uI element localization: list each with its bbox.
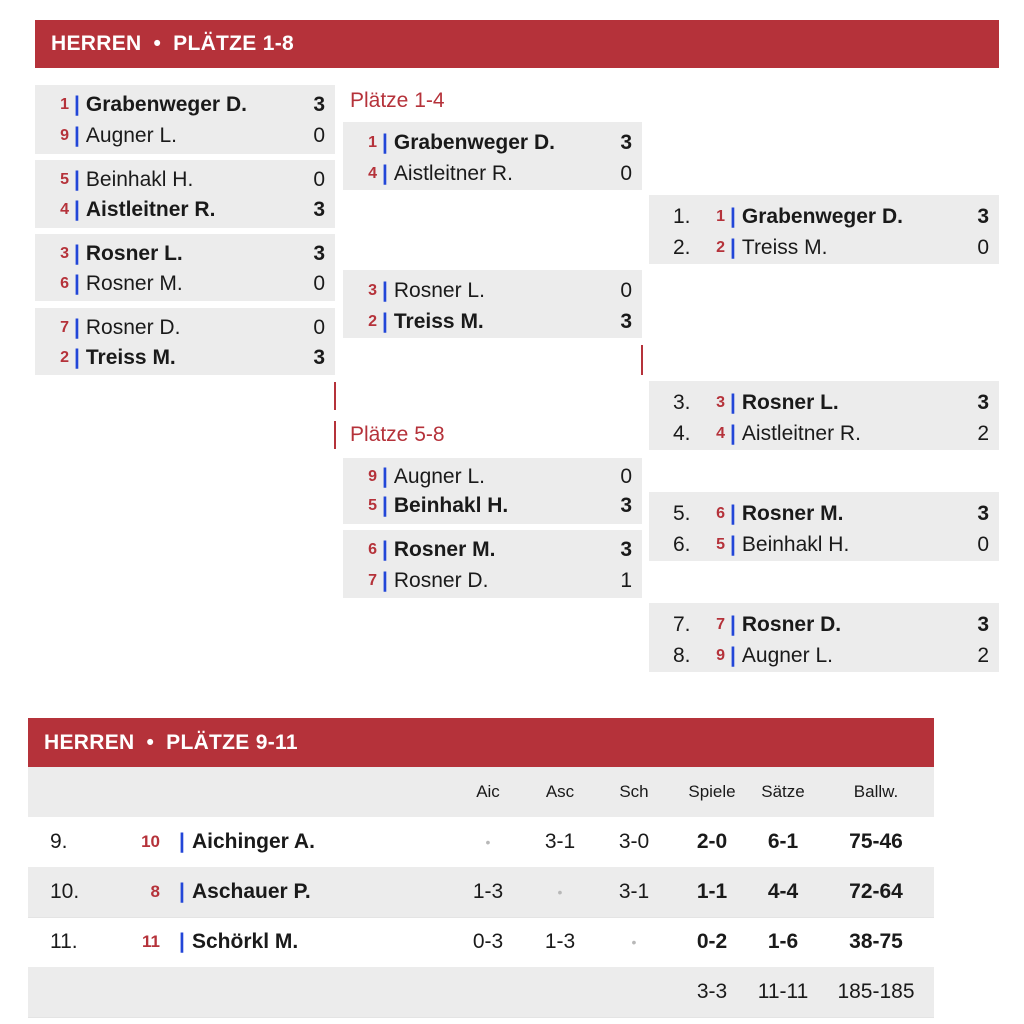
seed-separator: | xyxy=(74,168,80,191)
match-r1-1 xyxy=(35,85,335,154)
result-asc: 1-3 xyxy=(544,930,576,953)
seed-separator: | xyxy=(382,538,388,561)
col-header-aic: Aic xyxy=(476,782,500,801)
seed-separator: | xyxy=(382,131,388,154)
match-player-row xyxy=(343,127,642,159)
bracket-connector xyxy=(334,421,336,449)
col-header-asc: Asc xyxy=(545,782,575,801)
seed-separator: | xyxy=(382,465,388,488)
result-ballw: 75-46 xyxy=(849,830,903,853)
match-r1-3 xyxy=(35,234,335,301)
player-name: Beinhakl H. xyxy=(393,494,509,517)
match-sf-4 xyxy=(343,530,642,598)
seed-number: 6 xyxy=(716,505,725,522)
result-saetze: 6-1 xyxy=(767,830,799,853)
seed-number: 7 xyxy=(368,572,377,589)
place-number: 2. xyxy=(673,236,691,259)
seed-number: 3 xyxy=(60,245,69,262)
result-spiele: 2-0 xyxy=(696,830,728,853)
seed-number: 4 xyxy=(60,201,69,218)
player-score: 3 xyxy=(313,242,325,265)
match-player-row xyxy=(649,529,999,561)
seed-separator: | xyxy=(730,613,736,636)
match-player-row xyxy=(343,534,642,566)
match-player-row xyxy=(343,306,642,338)
place-number: 7. xyxy=(673,613,691,636)
col-header-spiele: Spiele xyxy=(688,782,736,801)
player-name: Grabenweger D. xyxy=(85,93,247,116)
result-sch: • xyxy=(631,934,637,950)
seed-separator: | xyxy=(382,569,388,592)
player-name: Rosner M. xyxy=(741,502,844,525)
result-asc: • xyxy=(557,884,563,900)
seed-number: 1 xyxy=(60,96,69,113)
seed-separator: | xyxy=(179,930,185,953)
seed-separator: | xyxy=(382,310,388,333)
header-separator: • xyxy=(153,32,162,55)
player-name: Treiss M. xyxy=(393,310,484,333)
player-name: Aistleitner R. xyxy=(393,162,513,185)
seed-separator: | xyxy=(74,124,80,147)
player-name: Rosner M. xyxy=(85,272,183,295)
player-score: 3 xyxy=(620,131,632,154)
header-separator: • xyxy=(146,730,155,754)
header-title-a: HERREN xyxy=(44,730,135,754)
seed-number: 6 xyxy=(368,541,377,558)
seed-number: 8 xyxy=(150,882,160,901)
seed-separator: | xyxy=(730,391,736,414)
header-title-a: HERREN xyxy=(51,32,142,55)
match-player-row xyxy=(649,418,999,450)
header-title-b: PLÄTZE 9-11 xyxy=(166,730,298,754)
seed-number: 6 xyxy=(60,275,69,292)
standings-row xyxy=(28,817,934,868)
match-r1-2 xyxy=(35,160,335,228)
label-places-5-8: Plätze 5-8 xyxy=(350,423,445,446)
match-player-row xyxy=(35,238,335,270)
total-ballw: 185-185 xyxy=(837,980,915,1003)
place-number: 6. xyxy=(673,533,691,556)
player-score: 3 xyxy=(313,93,325,116)
match-player-row xyxy=(35,120,335,152)
player-score: 3 xyxy=(977,205,989,228)
total-spiele: 3-3 xyxy=(696,980,728,1003)
match-player-row xyxy=(35,342,335,374)
player-name: Aistleitner R. xyxy=(741,422,861,445)
seed-number: 7 xyxy=(716,616,725,633)
seed-separator: | xyxy=(730,422,736,445)
player-name: Augner L. xyxy=(741,644,833,667)
match-player-row xyxy=(35,164,335,196)
seed-number: 2 xyxy=(368,313,377,330)
seed-separator: | xyxy=(179,830,185,853)
match-player-row xyxy=(343,490,642,522)
seed-number: 4 xyxy=(368,165,377,182)
player-name: Rosner L. xyxy=(741,391,839,414)
seed-number: 9 xyxy=(716,647,725,664)
match-final-5-6 xyxy=(649,492,999,561)
player-name: Aistleitner R. xyxy=(85,198,216,221)
player-score: 3 xyxy=(620,310,632,333)
bracket-connector xyxy=(334,382,336,410)
player-score: 0 xyxy=(620,465,632,488)
seed-number: 7 xyxy=(60,319,69,336)
seed-number: 10 xyxy=(141,832,160,851)
player-name: Rosner M. xyxy=(393,538,496,561)
match-player-row xyxy=(649,232,999,264)
result-asc: 3-1 xyxy=(544,830,576,853)
seed-separator: | xyxy=(730,502,736,525)
player-score: 0 xyxy=(313,124,325,147)
player-score: 0 xyxy=(620,279,632,302)
seed-number: 9 xyxy=(368,468,377,485)
match-final-1-2 xyxy=(649,195,999,264)
match-sf-3 xyxy=(343,458,642,524)
player-score: 3 xyxy=(313,346,325,369)
section-header-places-9-11 xyxy=(28,718,934,767)
place-number: 4. xyxy=(673,422,691,445)
result-spiele: 0-2 xyxy=(696,930,728,953)
place-number: 11. xyxy=(50,930,78,953)
player-score: 0 xyxy=(313,168,325,191)
player-name: Schörkl M. xyxy=(192,930,299,953)
seed-number: 5 xyxy=(60,171,69,188)
player-name: Rosner D. xyxy=(393,569,489,592)
match-player-row xyxy=(35,312,335,344)
player-name: Grabenweger D. xyxy=(741,205,903,228)
section-header-places-1-8 xyxy=(35,20,999,68)
player-name: Rosner L. xyxy=(393,279,485,302)
result-sch: 3-0 xyxy=(618,830,650,853)
result-aic: • xyxy=(485,834,491,850)
seed-number: 4 xyxy=(716,425,725,442)
seed-number: 11 xyxy=(142,932,160,951)
seed-separator: | xyxy=(74,272,80,295)
match-player-row xyxy=(35,194,335,226)
standings-totals-row xyxy=(28,967,934,1018)
seed-separator: | xyxy=(382,162,388,185)
player-name: Augner L. xyxy=(85,124,177,147)
total-saetze: 11-11 xyxy=(757,980,809,1003)
player-score: 3 xyxy=(620,538,632,561)
result-saetze: 4-4 xyxy=(767,880,799,903)
bracket-connector xyxy=(641,345,643,375)
seed-separator: | xyxy=(74,242,80,265)
seed-number: 3 xyxy=(368,282,377,299)
seed-number: 2 xyxy=(60,349,69,366)
seed-separator: | xyxy=(382,494,388,517)
seed-separator: | xyxy=(74,198,80,221)
player-score: 1 xyxy=(620,569,632,592)
player-score: 0 xyxy=(313,316,325,339)
result-sch: 3-1 xyxy=(618,880,650,903)
match-r1-4 xyxy=(35,308,335,375)
player-score: 3 xyxy=(620,494,632,517)
seed-separator: | xyxy=(179,880,185,903)
seed-separator: | xyxy=(730,236,736,259)
place-number: 1. xyxy=(673,205,691,228)
player-name: Rosner D. xyxy=(741,613,842,636)
place-number: 3. xyxy=(673,391,691,414)
player-name: Beinhakl H. xyxy=(741,533,850,556)
seed-number: 2 xyxy=(716,239,725,256)
place-number: 9. xyxy=(50,830,68,853)
match-player-row xyxy=(35,89,335,121)
seed-number: 9 xyxy=(60,127,69,144)
result-saetze: 1-6 xyxy=(767,930,799,953)
match-sf-1 xyxy=(343,122,642,190)
result-aic: 0-3 xyxy=(472,930,504,953)
col-header-ballw: Ballw. xyxy=(853,782,899,801)
place-number: 10. xyxy=(50,880,80,903)
player-name: Aichinger A. xyxy=(192,830,315,853)
seed-separator: | xyxy=(74,316,80,339)
player-name: Rosner L. xyxy=(85,242,183,265)
seed-separator: | xyxy=(730,644,736,667)
match-player-row xyxy=(649,201,999,233)
match-player-row xyxy=(35,268,335,300)
player-score: 3 xyxy=(977,391,989,414)
match-player-row xyxy=(343,461,642,493)
player-name: Grabenweger D. xyxy=(393,131,555,154)
standings-table-header xyxy=(28,767,934,817)
seed-number: 5 xyxy=(716,536,725,553)
place-number: 8. xyxy=(673,644,691,667)
match-final-7-8 xyxy=(649,603,999,672)
seed-separator: | xyxy=(730,205,736,228)
seed-number: 5 xyxy=(368,497,377,514)
player-name: Augner L. xyxy=(393,465,485,488)
match-player-row xyxy=(649,640,999,672)
seed-separator: | xyxy=(74,93,80,116)
player-score: 0 xyxy=(620,162,632,185)
header-title-b: PLÄTZE 1-8 xyxy=(173,32,294,55)
match-player-row xyxy=(343,565,642,597)
player-name: Beinhakl H. xyxy=(85,168,194,191)
result-aic: 1-3 xyxy=(472,880,504,903)
seed-separator: | xyxy=(730,533,736,556)
place-number: 5. xyxy=(673,502,691,525)
player-name: Rosner D. xyxy=(85,316,181,339)
result-spiele: 1-1 xyxy=(696,880,728,903)
match-sf-2 xyxy=(343,270,642,338)
player-score: 0 xyxy=(977,533,989,556)
player-score: 2 xyxy=(977,422,989,445)
label-places-1-4: Plätze 1-4 xyxy=(350,89,445,112)
player-score: 3 xyxy=(977,502,989,525)
player-name: Treiss M. xyxy=(741,236,828,259)
col-header-saetze: Sätze xyxy=(761,782,805,801)
standings-row xyxy=(28,867,934,918)
seed-number: 1 xyxy=(716,208,725,225)
player-score: 0 xyxy=(313,272,325,295)
match-final-3-4 xyxy=(649,381,999,450)
match-player-row xyxy=(649,498,999,530)
player-score: 0 xyxy=(977,236,989,259)
player-score: 3 xyxy=(313,198,325,221)
result-ballw: 72-64 xyxy=(849,880,903,903)
result-ballw: 38-75 xyxy=(849,930,903,953)
seed-separator: | xyxy=(382,279,388,302)
player-score: 2 xyxy=(977,644,989,667)
seed-number: 3 xyxy=(716,394,725,411)
match-player-row xyxy=(649,387,999,419)
player-score: 3 xyxy=(977,613,989,636)
standings-row xyxy=(28,917,934,968)
player-name: Aschauer P. xyxy=(192,880,311,903)
col-header-sch: Sch xyxy=(619,782,649,801)
match-player-row xyxy=(343,275,642,307)
seed-number: 1 xyxy=(368,134,377,151)
player-name: Treiss M. xyxy=(85,346,176,369)
match-player-row xyxy=(649,609,999,641)
match-player-row xyxy=(343,158,642,190)
seed-separator: | xyxy=(74,346,80,369)
